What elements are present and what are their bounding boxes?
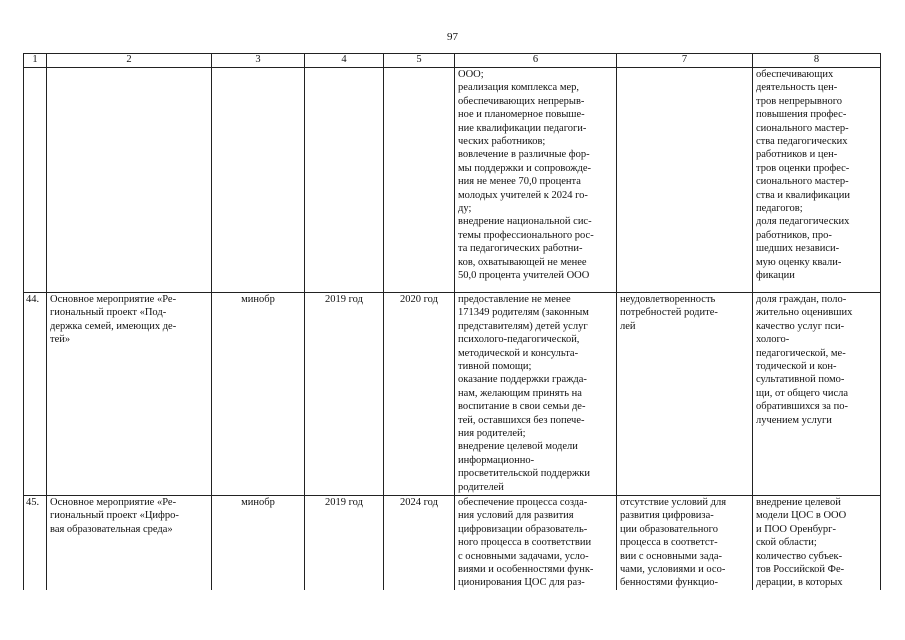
row-number: 45. [24, 496, 47, 591]
activity-name: Основное мероприятие «Ре- гиональный проект «Цифро- вая образовательная среда» [47, 496, 212, 591]
consequence: отсутствие условий для развития цифровиза- ции образовательного процесса в соответст- вии с основными зада- чами, условиями и осо- бенностями функцио- [617, 496, 753, 591]
row-number [24, 68, 47, 293]
col-header-5: 5 [384, 54, 455, 68]
end-year: 2024 год [384, 496, 455, 591]
executor: минобр [212, 496, 305, 591]
page-number: 97 [447, 31, 458, 43]
indicator: внедрение целевой модели ЦОС в ООО и ПОО Оренбург- ской области; количество субъек- тов Российской Фе- дерации, в которых [753, 496, 881, 591]
executor [212, 68, 305, 293]
col-header-6: 6 [455, 54, 617, 68]
activity-name: Основное мероприятие «Ре- гиональный проект «Под- держка семей, имеющих де- тей» [47, 293, 212, 496]
expected-result: ООО; реализация комплекса мер, обеспечивающих непрерыв- ное и планомерное повыше- ние квалификации педагоги- ческих работников; вовлечение в различные фор- мы поддержки и сопровожде- ния не менее 70,0 процента молодых учителей к 2024 го- ду; внедрение национальной сис- темы профессионального рос- та педагогических работни- ков, охватывающей не менее 50,0 процента учителей ООО [455, 68, 617, 293]
col-header-3: 3 [212, 54, 305, 68]
start-year: 2019 год [305, 496, 384, 591]
expected-result: обеспечение процесса созда- ния условий для развития цифровизации образователь- ного процесса в соответствии с основными задачами, усло- виями и особенностями функ- ционирования ЦОС для раз- [455, 496, 617, 591]
col-header-8: 8 [753, 54, 881, 68]
table-row [24, 496, 881, 591]
start-year [305, 68, 384, 293]
expected-result: предоставление не менее 171349 родителям (законным представителям) детей услуг психолого-педагогической, методической и консульта- тивной помощи; оказание поддержки гражда- нам, желающим принять на воспитание в свои семьи де- тей, оставшихся без попече- ния родителей; внедрение целевой модели информационно- просветительской поддержки родителей [455, 293, 617, 496]
start-year: 2019 год [305, 293, 384, 496]
column-number-row [24, 54, 881, 68]
col-header-2: 2 [47, 54, 212, 68]
consequence: неудовлетворенность потребностей родите- лей [617, 293, 753, 496]
table-row [24, 293, 881, 496]
end-year: 2020 год [384, 293, 455, 496]
table-row [24, 68, 881, 293]
col-header-4: 4 [305, 54, 384, 68]
end-year [384, 68, 455, 293]
col-header-7: 7 [617, 54, 753, 68]
program-table [23, 53, 881, 590]
col-header-1: 1 [24, 54, 47, 68]
executor: минобр [212, 293, 305, 496]
indicator: доля граждан, поло- жительно оценивших качество услуг пси- холого- педагогической, ме- тодической и кон- сультативной помо- щи, от общего числа обратившихся за по- лучением услуги [753, 293, 881, 496]
activity-name [47, 68, 212, 293]
indicator: обеспечивающих деятельность цен- тров непрерывного повышения профес- сионального мастер- ства педагогических работников и цен- тров оценки профес- сионального мастер- ства и квалификации педагогов; доля педагогических работников, про- шедших независи- мую оценку квали- фикации [753, 68, 881, 293]
consequence [617, 68, 753, 293]
row-number: 44. [24, 293, 47, 496]
